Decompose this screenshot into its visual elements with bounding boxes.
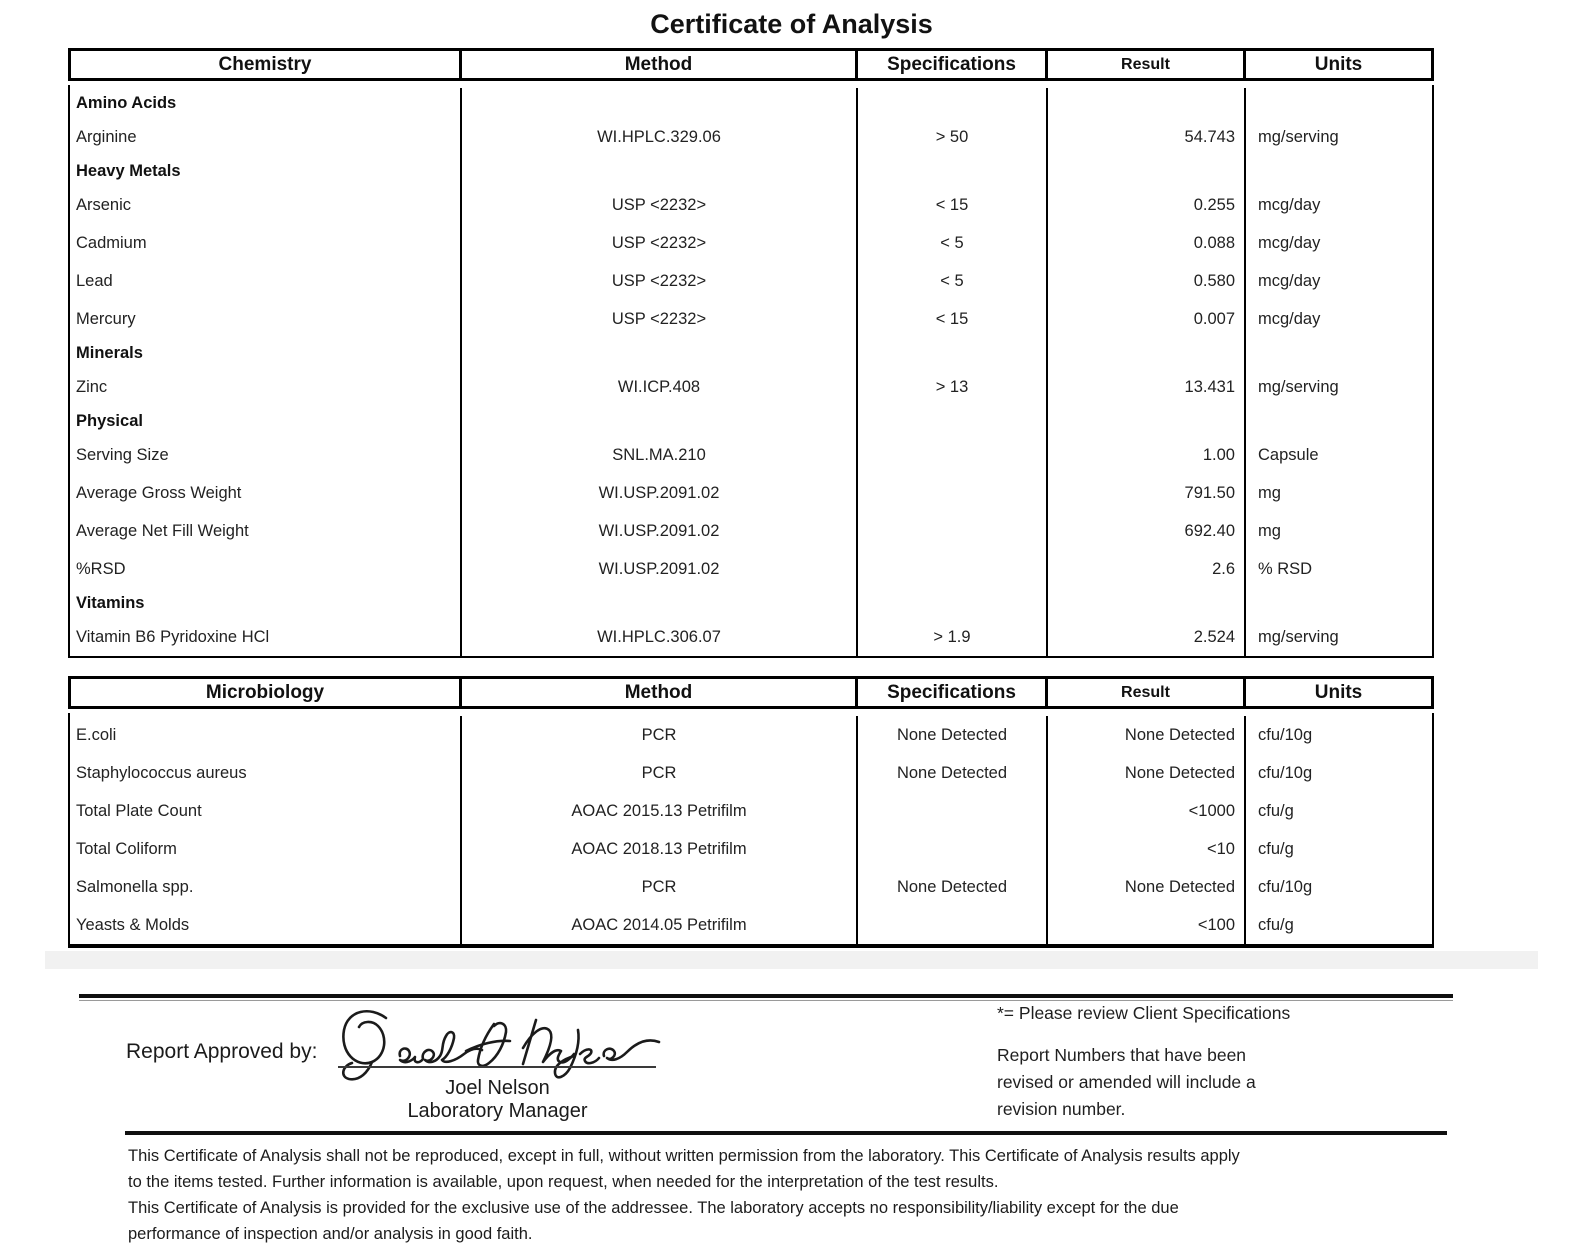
row-label-cell: Mercury: [70, 300, 462, 338]
result-cell: 692.40: [1048, 512, 1246, 550]
table-row: [70, 868, 1432, 906]
result-cell: <1000: [1048, 792, 1246, 830]
spec-cell: [858, 588, 1048, 618]
method-cell: PCR: [462, 716, 858, 754]
category-row: [70, 406, 1432, 436]
spec-cell: [858, 474, 1048, 512]
microbiology-table-header: [68, 676, 1434, 709]
result-cell: 1.00: [1048, 436, 1246, 474]
table-row: [70, 186, 1432, 224]
method-cell: USP <2232>: [462, 224, 858, 262]
row-label-cell: Lead: [70, 262, 462, 300]
spec-cell: < 15: [858, 186, 1048, 224]
signature-image: [328, 1004, 663, 1086]
result-cell: 0.255: [1048, 186, 1246, 224]
row-label-cell: Vitamin B6 Pyridoxine HCl: [70, 618, 462, 656]
row-label-cell: Yeasts & Molds: [70, 906, 462, 944]
row-label-cell: Zinc: [70, 368, 462, 406]
row-label-cell: Arginine: [70, 118, 462, 156]
spec-cell: [858, 156, 1048, 186]
row-label-cell: Salmonella spp.: [70, 868, 462, 906]
method-cell: [462, 156, 858, 186]
method-cell: WI.HPLC.306.07: [462, 618, 858, 656]
spec-cell: [858, 512, 1048, 550]
row-label-cell: Arsenic: [70, 186, 462, 224]
revision-note: [997, 1042, 1256, 1123]
result-cell: [1048, 588, 1246, 618]
units-cell: mg/serving: [1258, 627, 1339, 646]
result-cell: [1048, 338, 1246, 368]
units-cell: mg/serving: [1258, 377, 1339, 396]
microbiology-table: [68, 676, 1434, 948]
result-cell: None Detected: [1048, 754, 1246, 792]
spec-cell: [858, 792, 1048, 830]
method-cell: WI.USP.2091.02: [462, 512, 858, 550]
chemistry-table-body: [68, 85, 1434, 658]
chemistry-header-units: Units: [1314, 53, 1363, 75]
microbiology-header-result: Result: [1048, 679, 1246, 706]
table-row: [70, 512, 1432, 550]
units-cell: cfu/g: [1258, 801, 1294, 820]
table-row: [70, 550, 1432, 588]
result-cell: 2.6: [1048, 550, 1246, 588]
units-cell: [1246, 338, 1432, 368]
row-label-cell: Heavy Metals: [70, 156, 462, 186]
spec-cell: [858, 436, 1048, 474]
spec-cell: [858, 338, 1048, 368]
units-cell: [1246, 156, 1432, 186]
table-row: [70, 716, 1432, 754]
spec-cell: > 13: [858, 368, 1048, 406]
row-label-cell: Vitamins: [70, 588, 462, 618]
table-row: [70, 300, 1432, 338]
method-cell: [462, 588, 858, 618]
table-row: [70, 792, 1432, 830]
units-cell: cfu/10g: [1258, 763, 1313, 782]
result-cell: 791.50: [1048, 474, 1246, 512]
signature-line: [338, 1066, 656, 1068]
horizontal-rule-top: [79, 994, 1453, 998]
result-cell: 13.431: [1048, 368, 1246, 406]
units-cell: mcg/day: [1258, 233, 1321, 252]
spec-cell: [858, 906, 1048, 944]
units-cell: [1246, 406, 1432, 436]
chemistry-header-result: Result: [1048, 51, 1246, 78]
row-label-cell: Cadmium: [70, 224, 462, 262]
spec-cell: [858, 88, 1048, 118]
table-row: [70, 618, 1432, 656]
revision-note-line: revision number.: [997, 1099, 1126, 1119]
chemistry-header-method: Method: [462, 51, 858, 78]
row-label-cell: Total Coliform: [70, 830, 462, 868]
method-cell: PCR: [462, 868, 858, 906]
method-cell: SNL.MA.210: [462, 436, 858, 474]
units-cell: [1246, 88, 1432, 118]
result-cell: <100: [1048, 906, 1246, 944]
table-row: [70, 754, 1432, 792]
row-label-cell: Minerals: [70, 338, 462, 368]
revision-note-line: Report Numbers that have been: [997, 1045, 1247, 1065]
units-cell: cfu/g: [1258, 915, 1294, 934]
units-cell: [1246, 588, 1432, 618]
method-cell: PCR: [462, 754, 858, 792]
method-cell: AOAC 2014.05 Petrifilm: [462, 906, 858, 944]
row-label-cell: Staphylococcus aureus: [70, 754, 462, 792]
row-label-cell: Total Plate Count: [70, 792, 462, 830]
spec-cell: None Detected: [858, 868, 1048, 906]
units-cell: % RSD: [1258, 559, 1313, 578]
method-cell: USP <2232>: [462, 262, 858, 300]
units-cell: mcg/day: [1258, 271, 1321, 290]
category-row: [70, 88, 1432, 118]
handwritten-signature-icon: [328, 1004, 663, 1086]
microbiology-table-body: [68, 713, 1434, 948]
method-cell: WI.USP.2091.02: [462, 474, 858, 512]
table-row: [70, 830, 1432, 868]
result-cell: 2.524: [1048, 618, 1246, 656]
table-row: [70, 368, 1432, 406]
disclaimer-line: This Certificate of Analysis shall not be reproduced, except in full, without written permission from the laboratory. This Certificate of Analysis results apply: [128, 1147, 1240, 1165]
row-label-cell: E.coli: [70, 716, 462, 754]
method-cell: [462, 406, 858, 436]
spec-cell: > 1.9: [858, 618, 1048, 656]
horizontal-rule-top-shadow: [79, 1000, 1453, 1001]
table-row: [70, 436, 1432, 474]
units-cell: mg: [1258, 521, 1281, 540]
disclaimer-line: to the items tested. Further information is available, upon request, when needed for the interpretation of the test results.: [128, 1173, 999, 1191]
chemistry-header-chemistry: Chemistry: [71, 51, 462, 78]
table-row: [70, 118, 1432, 156]
spec-cell: < 5: [858, 262, 1048, 300]
disclaimer-line: performance of inspection and/or analysis in good faith.: [128, 1225, 533, 1243]
result-cell: 0.088: [1048, 224, 1246, 262]
spec-cell: None Detected: [858, 716, 1048, 754]
units-cell: cfu/10g: [1258, 725, 1313, 744]
row-label-cell: Average Net Fill Weight: [70, 512, 462, 550]
signer-title: Laboratory Manager: [407, 1100, 588, 1122]
result-cell: [1048, 406, 1246, 436]
method-cell: [462, 338, 858, 368]
spec-cell: [858, 830, 1048, 868]
table-row: [70, 474, 1432, 512]
row-label-cell: Average Gross Weight: [70, 474, 462, 512]
table-row: [70, 906, 1432, 944]
microbiology-header-method: Method: [462, 679, 858, 706]
method-cell: WI.USP.2091.02: [462, 550, 858, 588]
revision-note-line: revised or amended will include a: [997, 1072, 1256, 1092]
result-cell: None Detected: [1048, 868, 1246, 906]
units-cell: cfu/g: [1258, 839, 1294, 858]
result-cell: 0.580: [1048, 262, 1246, 300]
category-row: [70, 338, 1432, 368]
method-cell: USP <2232>: [462, 300, 858, 338]
row-label-cell: Physical: [70, 406, 462, 436]
units-cell: mg/serving: [1258, 127, 1339, 146]
method-cell: [462, 88, 858, 118]
units-cell: mcg/day: [1258, 309, 1321, 328]
method-cell: WI.HPLC.329.06: [462, 118, 858, 156]
disclaimer-line: This Certificate of Analysis is provided for the exclusive use of the addressee. The laboratory accepts no responsibility/liability except for the due: [128, 1199, 1179, 1217]
spec-cell: < 15: [858, 300, 1048, 338]
units-cell: mg: [1258, 483, 1281, 502]
horizontal-rule-bottom: [125, 1131, 1447, 1135]
separator-band: [45, 951, 1538, 969]
microbiology-header-specifications: Specifications: [858, 679, 1048, 706]
method-cell: AOAC 2015.13 Petrifilm: [462, 792, 858, 830]
table-row: [70, 262, 1432, 300]
row-label-cell: Serving Size: [70, 436, 462, 474]
units-cell: cfu/10g: [1258, 877, 1313, 896]
chemistry-table: [68, 48, 1434, 658]
spec-cell: < 5: [858, 224, 1048, 262]
result-cell: 54.743: [1048, 118, 1246, 156]
units-cell: mcg/day: [1258, 195, 1321, 214]
table-row: [70, 224, 1432, 262]
result-cell: [1048, 156, 1246, 186]
category-row: [70, 588, 1432, 618]
spec-cell: None Detected: [858, 754, 1048, 792]
microbiology-header-units: Units: [1314, 681, 1363, 703]
method-cell: WI.ICP.408: [462, 368, 858, 406]
result-cell: None Detected: [1048, 716, 1246, 754]
result-cell: <10: [1048, 830, 1246, 868]
spec-cell: [858, 406, 1048, 436]
result-cell: [1048, 88, 1246, 118]
chemistry-table-header: [68, 48, 1434, 81]
legal-disclaimer: [128, 1143, 1240, 1247]
client-specifications-note: *= Please review Client Specifications: [997, 1003, 1291, 1023]
report-approved-by-label: Report Approved by:: [126, 1040, 318, 1063]
page-title: Certificate of Analysis: [650, 9, 933, 39]
chemistry-header-specifications: Specifications: [858, 51, 1048, 78]
row-label-cell: %RSD: [70, 550, 462, 588]
row-label-cell: Amino Acids: [70, 88, 462, 118]
units-cell: Capsule: [1258, 445, 1319, 464]
microbiology-header-microbiology: Microbiology: [71, 679, 462, 706]
method-cell: AOAC 2018.13 Petrifilm: [462, 830, 858, 868]
spec-cell: > 50: [858, 118, 1048, 156]
result-cell: 0.007: [1048, 300, 1246, 338]
signer-name: Joel Nelson: [445, 1077, 550, 1099]
spec-cell: [858, 550, 1048, 588]
method-cell: USP <2232>: [462, 186, 858, 224]
category-row: [70, 156, 1432, 186]
